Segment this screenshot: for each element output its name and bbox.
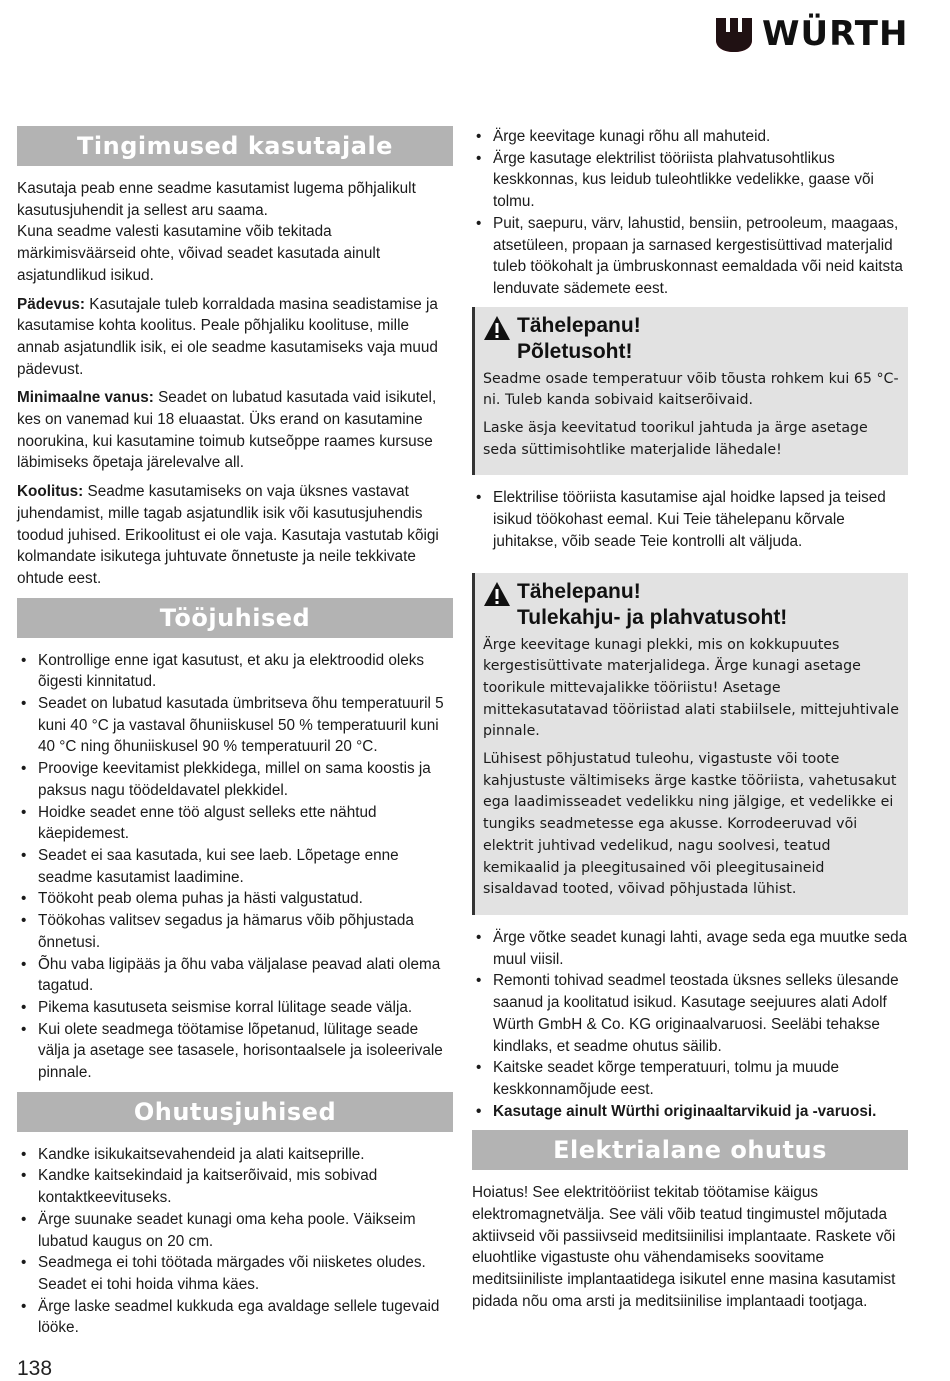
wurth-logo (714, 14, 908, 54)
padevus-paragraph (17, 294, 453, 381)
list-item: • Elektrilise tööriista kasutamise ajal hoidke lapsed ja teised isikud töökohast eemal. Kui Teie tähelepanu kõrvale juhitakse, võib seade Teie kontrolli alt väljuda. (472, 487, 908, 552)
list-item: • Kontrollige enne igat kasutust, et aku ja elektroodid oleks õigesti kinnitatud. (17, 650, 453, 693)
hazard-list-1 (472, 126, 908, 300)
list-item: • Seadet ei saa kasutada, kui see laeb. Lõpetage enne seadme kasutamist laadimine. (17, 845, 453, 888)
koolitus-text: Seadme kasutamiseks on vaja üksnes vastavat juhendamist, mille tagab asjatundlik isik või kasutusjuhendis toodud juhised. Erikoolitust ei ole vaja. Kasutaja vastutab kõigi kolmandate isikutega juhtuvate õnnetuste ja neile tekkivate ohtude eest. (17, 483, 439, 587)
right-column (472, 126, 908, 1320)
section-title-toojuhised: Tööjuhised (17, 598, 453, 638)
warning-title (517, 579, 787, 631)
section-title-elektrialane: Elektrialane ohutus (472, 1130, 908, 1170)
page-number: 138 (17, 1357, 53, 1380)
warning-text-1: Seadme osade temperatuur võib tõusta rohkem kui 65 °C-ni. Tuleb kanda sobivaid kaitserõivaid. (483, 370, 899, 409)
section-title-ohutusjuhised: Ohutusjuhised (17, 1092, 453, 1132)
warning-header (483, 313, 902, 365)
list-item: • Seadet on lubatud kasutada ümbritseva õhu temperatuuril 5 kuni 40 °C ja vastaval õhuniiskusel 50 % temperatuuril kuni 40 °C ning õhuniiskusel 90 % temperatuuril 20 °C. (17, 693, 453, 758)
koolitus-paragraph (17, 481, 453, 590)
list-item: • Ärge keevitage kunagi rõhu all mahuteid. (472, 126, 908, 148)
brand-name: WÜRTH (762, 14, 909, 54)
min-vanus-text: Seadet on lubatud kasutada vaid isikutel, kes on vanemad kui 18 eluaastat. Üks erand on kasutamine noorukina, kui kasutamine toimub kutseõppe raames kursuse läbimiseks õpetaja järelevalve all. (17, 389, 437, 472)
min-vanus-paragraph (17, 387, 453, 474)
section-title-tingimused: Tingimused kasutajale (17, 126, 453, 166)
warning-text-2: Lühisest põhjustatud tuleohu, vigastuste või toote kahjustuste vältimiseks ärge kastke tööriista, vahetusakut ega laadimisseadet vedelikku ning jälgige, et vedelikke ei tungiks seadmetesse ega akusse. Korrodeeruvad või elektrit juhtivad vedelikud, nagu soolvesi, teatud kemikaalid ja pleegitusained või pleegitusaineid sisaldavad tooted, võivad põhjustada lühist. (483, 751, 897, 898)
warning-triangle-icon (483, 581, 511, 607)
warning-text-1: Ärge keevitage kunagi plekki, mis on kokkupuutes kergestisüttivate materjalidega. Ärge kunagi asetage toorikule mittevajalikke tööriistu! Asetage mittekasutatavad tööriistad alati stabiilsele, mittejuhtivale pinnale. (483, 636, 900, 740)
warning-title-line-2: Tulekahju- ja plahvatusoht! (517, 605, 788, 629)
list-item: • Proovige keevitamist plekkidega, millel on sama koostis ja paksus nagu töödeldavatel plekkidel. (17, 758, 453, 801)
hazard-list-3 (472, 927, 908, 1122)
padevus-text: Kasutajale tuleb korraldada masina seadistamise ja kasutamise kohta koolitus. Peale põhjaliku koolituse, mille annab asjatundlik isik, ei ole seadme kasutamiseks vaja muud pädevust. (17, 295, 438, 378)
list-item: • Ärge laske seadmel kukkuda ega avaldage sellele tugevaid lööke. (17, 1296, 453, 1339)
left-column (17, 126, 453, 1346)
list-item: • Puit, saepuru, värv, lahustid, bensiin, petrooleum, maagaas, atsetüleen, propaan ja sarnased kergestisüttivad materjalid tuleb töökohalt ja ümbruskonnast eemaldada või neid kaitsta lenduvate sädemete eest. (472, 213, 908, 300)
padevus-label: Pädevus: (17, 295, 86, 313)
wurth-logo-icon (714, 14, 754, 54)
intro-text-1: Kasutaja peab enne seadme kasutamist lugema põhjalikult kasutusjuhendit ja sellest aru saama. (17, 180, 416, 219)
intro-paragraph-1 (17, 178, 453, 287)
warning-title-line-1: Tähelepanu! (517, 313, 641, 337)
list-item: • Ärge kasutage elektrilist tööriista plahvatusohtlikus keskkonnas, kus leidub tuleohtlikke vedelikke, gaase või tolmu. (472, 148, 908, 213)
list-item: • Töökohas valitsev segadus ja hämarus võib põhjustada õnnetusi. (17, 910, 453, 953)
list-item: • Kandke kaitsekindaid ja kaitserõivaid, mis sobivad kontaktkeevituseks. (17, 1165, 453, 1208)
elektrialane-paragraph: Hoiatus! See elektritööriist tekitab töötamise käigus elektromagnetvälja. See väli võib teatud tingimustel mõjutada aktiivseid või passiivseid meditsiinilisi implantaate. Raskete või eluohtlike vigastuste ohu vähendamiseks soovitame meditsiiniliste implantaatidega isikutel enne masina kasutamist pidada nõu oma arsti ja meditsiinilise implantaadi tootjaga. (472, 1184, 896, 1310)
warning-triangle-icon (483, 315, 511, 341)
koolitus-label: Koolitus: (17, 483, 84, 501)
ohutusjuhised-list (17, 1144, 453, 1339)
warning-title-line-2: Põletusoht! (517, 339, 633, 363)
list-item-bold: • Kasutage ainult Würthi originaaltarvikuid ja -varuosi. (472, 1101, 908, 1123)
list-item: • Ärge võtke seadet kunagi lahti, avage seda ega muutke seda muul viisil. (472, 927, 908, 970)
warning-text-2: Laske äsja keevitatud toorikul jahtuda ja ärge asetage seda süttimisohtlike materjalide lähedale! (483, 420, 868, 458)
list-item: • Remonti tohivad seadmel teostada üksnes selleks ülesande saanud ja koolitatud isikud. Kasutage seejuures alati Adolf Würth GmbH & Co. KG originaalvaruosi. Seeläbi tehakse kindlaks, et seadme ohutus säilib. (472, 970, 908, 1057)
list-item: • Õhu vaba ligipääs ja õhu vaba väljalase peavad alati olema tagatud. (17, 954, 453, 997)
list-item: • Seadmega ei tohi töötada märgades või niisketes oludes. Seadet ei tohi hoida vihma käes. (17, 1252, 453, 1295)
min-vanus-label: Minimaalne vanus: (17, 389, 154, 407)
intro-text-2: Kuna seadme valesti kasutamine võib tekitada märkimisväärseid ohte, võivad seadet kasutada ainult asjatundlikud isikud. (17, 223, 381, 284)
list-item: • Kaitske seadet kõrge temperatuuri, tolmu ja muude keskkonnamõjude eest. (472, 1057, 908, 1100)
list-item: • Kandke isikukaitsevahendeid ja alati kaitseprille. (17, 1144, 453, 1166)
list-item: • Hoidke seadet enne töö algust selleks ette nähtud käepidemest. (17, 802, 453, 845)
warning-title-line-1: Tähelepanu! (517, 579, 641, 603)
toojuhised-list (17, 650, 453, 1084)
list-item: • Kui olete seadmega töötamise lõpetanud, lülitage seade välja ja asetage see tasasele, horisontaalsele ja isoleerivale pinnale. (17, 1019, 453, 1084)
warning-header (483, 579, 902, 631)
warning-title (517, 313, 641, 365)
list-item: • Ärge suunake seadet kunagi oma keha poole. Väikseim lubatud kaugus on 20 cm. (17, 1209, 453, 1252)
warning-box-burn (472, 307, 908, 476)
list-item: • Pikema kasutuseta seismise korral lülitage seade välja. (17, 997, 453, 1019)
list-item: • Töökoht peab olema puhas ja hästi valgustatud. (17, 888, 453, 910)
warning-box-fire (472, 573, 908, 915)
hazard-list-2 (472, 487, 908, 552)
